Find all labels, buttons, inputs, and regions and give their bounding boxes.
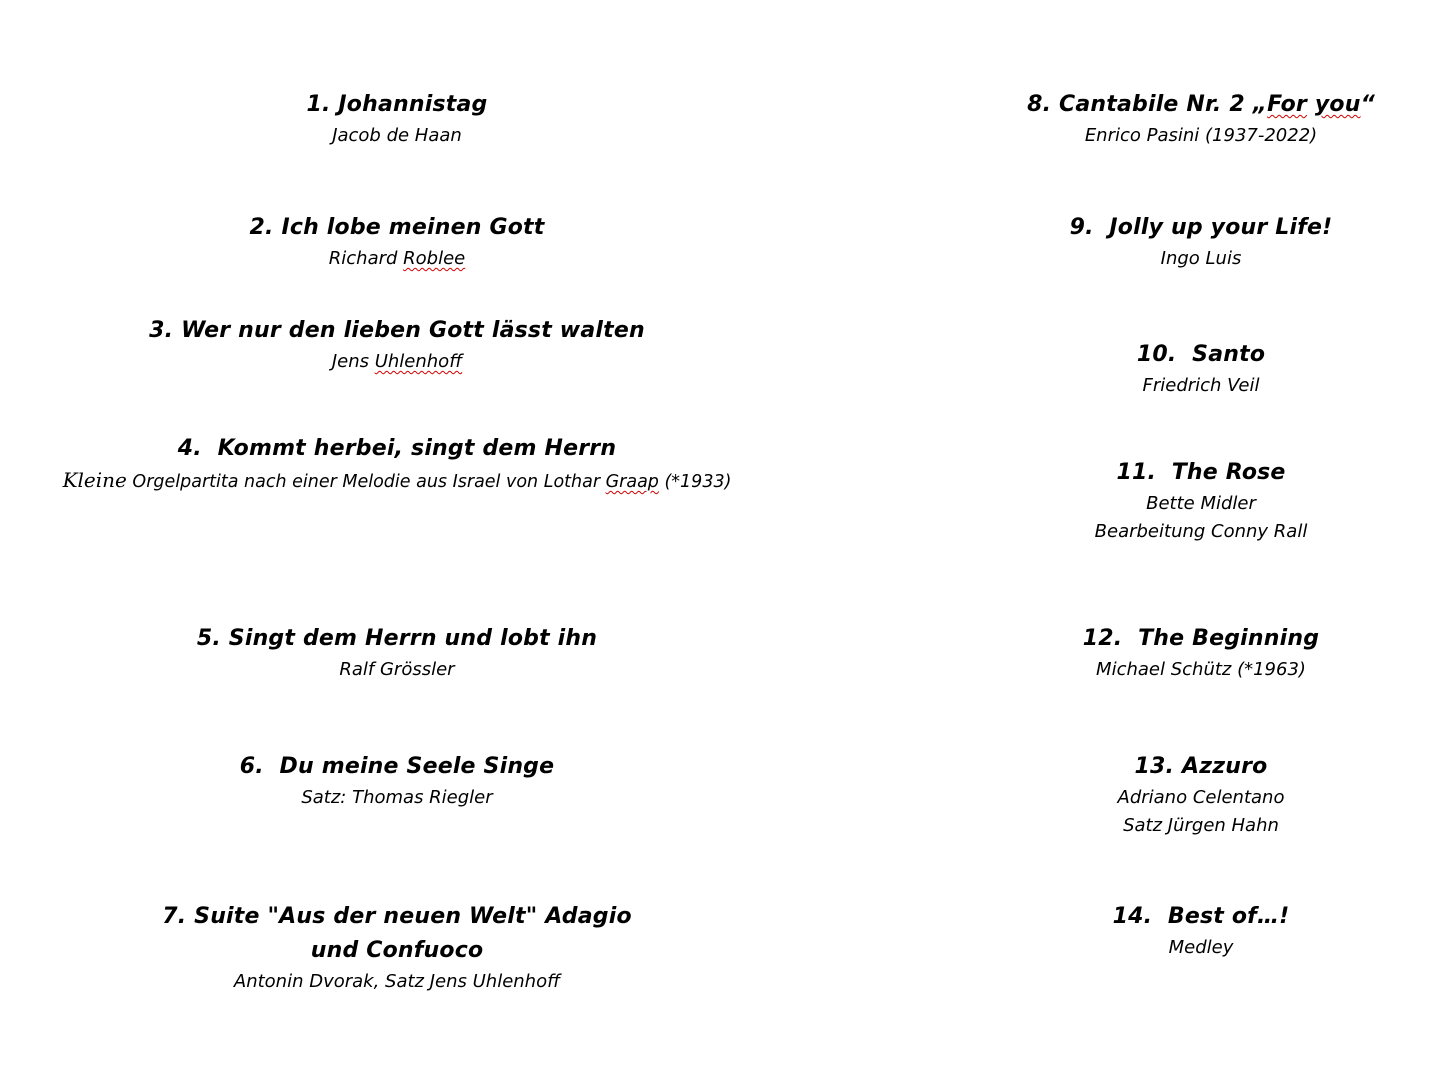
program-item-13: [1000, 750, 1402, 840]
program-item-5: [0, 622, 794, 684]
item-composer: Michael Schütz (*1963): [1096, 659, 1306, 680]
item-composer: [0, 348, 794, 376]
item-composer: Jacob de Haan: [332, 125, 462, 146]
item-title: 6. Du meine Seele Singe: [239, 754, 555, 779]
program-item-8: [1000, 88, 1402, 150]
spellcheck-word: For: [1267, 92, 1307, 117]
item-title: 12. The Beginning: [1082, 626, 1320, 651]
item-composer: [0, 245, 794, 273]
spellcheck-word: Roblee: [403, 248, 466, 269]
composer-text: Richard: [328, 248, 404, 269]
item-composer: Bette Midler: [1146, 493, 1256, 514]
item-composer: Satz: Thomas Riegler: [301, 787, 493, 808]
program-item-7: [160, 900, 634, 996]
item-title: 4. Kommt herbei, singt dem Herrn: [177, 436, 617, 461]
item-title: 7. Suite "Aus der neuen Welt" Adagio und Confuoco: [162, 904, 632, 963]
item-title: 11. The Rose: [1116, 460, 1286, 485]
item-title: 3. Wer nur den lieben Gott lässt walten: [149, 318, 645, 343]
item-arranger: Bearbeitung Conny Rall: [1094, 521, 1308, 542]
item-title: 9. Jolly up your Life!: [1069, 215, 1333, 240]
item-composer: Enrico Pasini (1937-2022): [1084, 125, 1318, 146]
item-title: 13. Azzuro: [1134, 754, 1268, 779]
composer-text: Orgelpartita nach einer Melodie aus Israel von Lothar: [126, 472, 606, 492]
program-item-6: [0, 750, 794, 812]
item-title: 14. Best of…!: [1112, 904, 1290, 929]
item-composer: Ralf Grössler: [339, 659, 455, 680]
title-text: 8. Cantabile Nr. 2 „: [1027, 92, 1268, 117]
program-item-3: [0, 314, 794, 376]
program-item-4: [0, 432, 794, 496]
item-composer: Friedrich Veil: [1142, 375, 1260, 396]
item-arranger: Satz Jürgen Hahn: [1123, 815, 1279, 836]
program-item-1: [0, 88, 794, 150]
composer-text: Jens: [331, 351, 375, 372]
composer-text-end: (*1933): [658, 472, 732, 492]
program-item-12: [1000, 622, 1402, 684]
program-item-14: [1000, 900, 1402, 962]
item-composer: Adriano Celentano: [1117, 787, 1285, 808]
program-item-11: [1000, 456, 1402, 546]
program-item-2: [0, 211, 794, 273]
item-title: 10. Santo: [1136, 342, 1266, 367]
item-composer: Ingo Luis: [1160, 248, 1242, 269]
spellcheck-word: Graap: [605, 472, 659, 492]
spellcheck-word: you: [1314, 92, 1361, 117]
title-space: [1307, 92, 1315, 117]
item-composer: Medley: [1168, 937, 1234, 958]
item-composer: Antonin Dvorak, Satz Jens Uhlenhoff: [233, 971, 561, 992]
item-title: 1. Johannistag: [306, 92, 488, 117]
item-title: 2. Ich lobe meinen Gott: [249, 215, 545, 240]
item-title: [1000, 88, 1402, 122]
item-composer: [0, 466, 794, 496]
spellcheck-word: Uhlenhoff: [374, 351, 463, 372]
program-item-9: [1000, 211, 1402, 273]
item-title: 5. Singt dem Herrn und lobt ihn: [196, 626, 598, 651]
title-quote: “: [1360, 92, 1375, 117]
composer-serif-word: Kleine: [62, 468, 127, 492]
program-item-10: [1000, 338, 1402, 400]
